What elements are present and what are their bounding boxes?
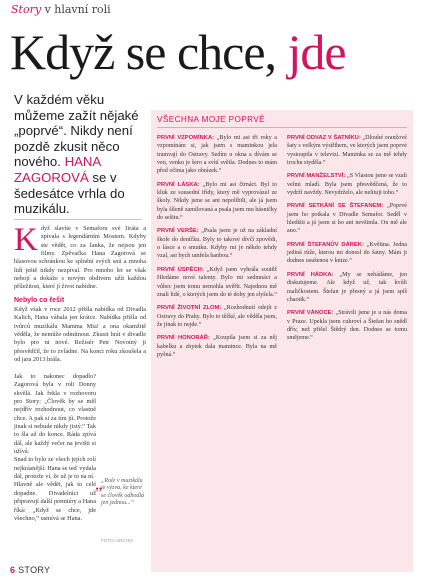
entry-text: „Bylo mi asi čtrnáct. Byl to kluk ze sousední třídy, který mě vyprovázel ze školy. Nikdy jsme se ani nepolíbili, ale já jsem byla šíleně zamilovaná a psala jsem mu básničky do sešitu.“ — [157, 181, 278, 222]
entry-text: „Strávili jsme je u nás doma v Praze. Upekla jsem cukroví a Štefan ho snědl dřív, než přišel Štědrý den. Dodnes se tomu smějeme.“ — [287, 310, 407, 342]
page-footer — [10, 565, 50, 575]
entry-text: „Když jsem vyhrála soutěž Hledáme nové talenty. Bylo mi sedmnáct a vůbec jsem tomu nemohla uvěřit. Najednou mě znali lidé, o kterých jsem do té doby jen slyšela.“ — [157, 266, 277, 298]
sidebar-entry — [157, 181, 277, 223]
entry-label: PRVNÍ MANŽELSTVÍ: — [287, 173, 346, 180]
entry-label: PRVNÍ ÚSPĚCH: — [157, 266, 204, 273]
sidebar-heading: VŠECHNA MOJE POPRVÉ — [157, 115, 265, 124]
quote-mark-icon: „ — [95, 476, 103, 493]
sidebar-entry — [157, 266, 277, 299]
lead-text: V každém věku můžeme zažít nějaké „poprvé“. Nikdy není pozdě zkusit něco nového. — [14, 92, 139, 170]
entry-label: PRVNÍ SETKÁNÍ SE ŠTEFANEM: — [287, 203, 384, 210]
lead-name: HANA ZAGOROVÁ — [14, 154, 101, 185]
entry-text: „Rozhodnutí odejít z Ostravy do Prahy. Bylo to těžké, ale věděla jsem, že jinak to nejde.“ — [157, 305, 277, 328]
entry-text: „S Vlastou jsme se vzali velmi mladí. Byla jsem přesvědčená, že to vydrží navždy. Nevydrželo, ale nelituji toho.“ — [287, 173, 407, 197]
headline-accent: jde — [287, 24, 346, 80]
article-body — [14, 222, 146, 365]
sidebar-divider — [157, 127, 407, 128]
sidebar-entry — [287, 172, 407, 197]
article-body-continued — [14, 373, 96, 523]
entry-label: PRVNÍ ŠTEFANŮV DÁREK: — [287, 241, 364, 248]
sidebar-entry — [157, 304, 277, 329]
sidebar-box — [151, 110, 413, 572]
body-paragraph-2: Jak to nakonec dopadlo? Zagorová byla v roli Donny skvělá. Jak řekla v rozhovoru pro Story: „Člověk by se měl nejdřív rozhodnout, co vlastně chce. A pak si za tím jít. Protože jinak si nebude nikdy jistý.“ Tak to šla až do konce. Ráda zpívá dál, ale každý večer na jevišti si užívá. — [14, 373, 96, 456]
pull-quote: „Role v muzikálu je výzva, ke které se člověk odhodlá jen jednou...“ — [101, 478, 144, 507]
sidebar-entry — [287, 309, 407, 342]
headline-main: Když se chce, — [10, 24, 288, 80]
sidebar-entry — [287, 202, 407, 235]
sidebar-entry — [157, 134, 277, 176]
section-kicker — [11, 3, 111, 16]
kicker-section: v hlavní roli — [44, 3, 111, 16]
drop-cap: K — [14, 222, 38, 258]
sidebar-entry — [287, 271, 407, 304]
lead-text-end: se v šedesátce vrhla do muzikálu. — [14, 169, 125, 217]
sidebar-entry — [157, 334, 277, 359]
entry-label: PRVNÍ ODVAZ V ŠATNÍKU: — [287, 135, 361, 141]
page-number: 6 — [10, 565, 16, 575]
entry-label: PRVNÍ LÁSKA: — [157, 181, 200, 188]
entry-text: „Dlouhé oranžové šaty s velkým výstřihem, ve kterých jsem poprvé vystoupila v televizi. Maminka se za mě tehdy trochu styděla.“ — [287, 135, 407, 167]
body-paragraph-4: Hlavně ale vědět, jak to celé dopadne. Divadelníci už připravují další premiéry a Hana říká: „Když se chce, jde všechno,“ usmívá se Hana. — [14, 481, 96, 522]
sidebar-entry — [287, 241, 407, 266]
subheading: Nebylo co řešit — [14, 296, 65, 304]
sidebar-column-2 — [287, 134, 407, 348]
entry-label: PRVNÍ VZPOMÍNKA: — [157, 135, 215, 141]
headline — [10, 22, 346, 82]
sidebar-entry — [157, 227, 277, 260]
lead-paragraph — [14, 92, 144, 217]
entry-text: „Poprvé jsem ho potkala v Divadle Semafor. Seděl v hledišti a já jsem si ho ani nevšimla. On mě ale ano.“ — [287, 203, 407, 235]
entry-label: PRVNÍ VÁNOCE: — [287, 310, 334, 317]
entry-text: „My se nehádáme, jen diskutujeme. Ale když už, tak kvůli maličkostem. Štefan je přesný a já jsem spíš chaotik.“ — [287, 271, 407, 303]
body-paragraph-1: Když však v roce 2012 přišla nabídka od Divadla Kalich, Hana váhala jen krátce. Nabídka přišla od tvůrců muzikálu Mamma Mia! a ona okamžitě věděla, že nemůže odmítnout. Zkusit hrát v divadle bylo pro ni nové. Režisér Petr Novotný ji přesvědčil, že to zvládne. Na konci roku zkoušela a od jara 2013 hrála. — [14, 306, 146, 364]
entry-text: „Koupila jsem si za něj kabelku a zbytek dala mamince. Byla na mě pyšná.“ — [157, 335, 277, 358]
kicker-brand: Story — [11, 3, 42, 16]
entry-text: „Bylo mi asi tři roky a vzpomínám si, jak jsem s maminkou jela tramvají do Ostravy. Sedím u okna a dívám se ven, venku je šero a svítí světla. Dodnes to mám před očima jako obrázek.“ — [157, 135, 277, 175]
entry-label: PRVNÍ VERŠE: — [157, 228, 199, 235]
sidebar-entry — [287, 134, 407, 167]
body-paragraph-3: Snad to bylo ze všech jejích rolí nejkrásnější. Hana se teď vydala dál, protože ví, že už je to na ní. — [14, 456, 96, 481]
footer-brand: STORY — [18, 565, 51, 575]
lead-divider — [14, 219, 142, 220]
entry-label: PRVNÍ HÁDKA: — [287, 271, 334, 278]
entry-label: PRVNÍ HONORÁŘ: — [157, 335, 210, 342]
photo-credit: FOTO: ARCHIV — [101, 538, 134, 543]
intro-paragraph: dyž slavíte v Semaforu své Jiráta a zpívala s legendárním Mostem. Kdyby ste vědět, co za Janka, že nejsou jen filmy. Zpěvačka Hana Zagorová se hlasovou schránkou ke splnění svých snů a mnoha lidí ještě nikdy nezpíval. Pro mnoho let se však nebojí a dokáže s novým obdivem užít každou příležitost, které jí život nabídne. — [14, 225, 146, 291]
entry-text: „Květina. Jedna jediná růže, kterou mi donesl do šatny. Mám ji dodnes usušenou v knize.“ — [287, 241, 407, 265]
entry-label: PRVNÍ ŽIVOTNÍ ZLOM: — [157, 305, 222, 312]
sidebar-column-1 — [157, 134, 277, 364]
entry-text: „Psala jsem je už na základní škole do deníčku. Byly to takové dívčí zpovědi, o lásce a o smutku. Kdyby mi je někdo tehdy vzal, asi bych umřela hanbou.“ — [157, 228, 277, 260]
